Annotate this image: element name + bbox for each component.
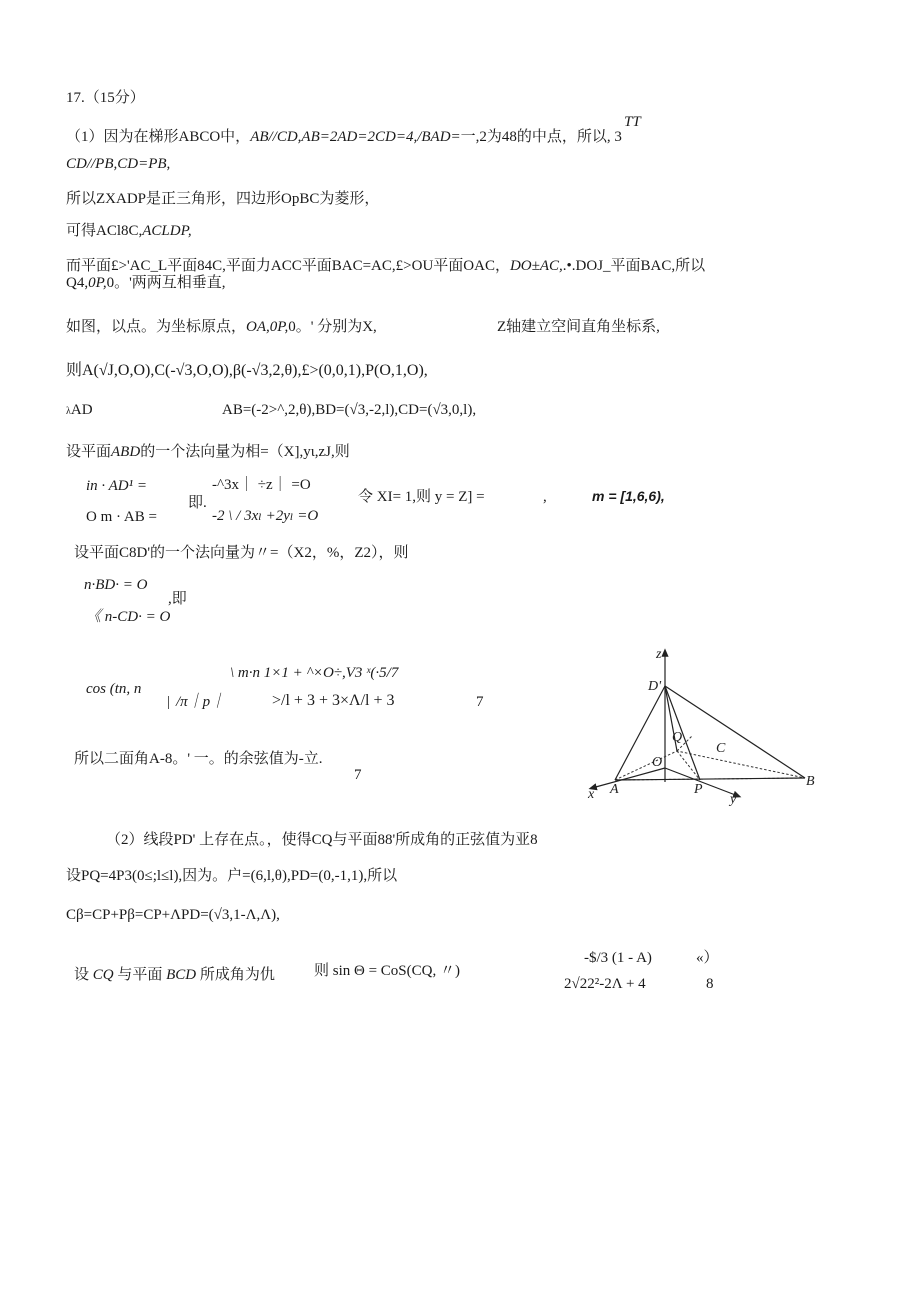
x-axis [592,768,665,788]
edge-ab [615,778,805,780]
label-a: A [610,782,619,797]
cos-numerator: \ m·n 1×1 + ^×O÷,V3 ˣ(·5/7 [230,665,399,681]
part1-line7-c: 0。' 分别为X, [288,319,377,335]
part2-line4-then: 则 sin Θ = CoS(CQ, 〃) [314,963,460,979]
edge-db [665,686,805,778]
part1-line1 [66,128,622,146]
part1-line4-b: ACLDP, [142,223,192,239]
part1-line10-c: 的一个法向量为相=（X],yι,zJ,则 [140,444,350,460]
frac-mark: «） [696,950,719,966]
part1-line8: 则A(√J,O,O),C(-√3,O,O),β(-√3,2,θ),£>(0,0,1),P(O,1,O), [66,362,428,379]
label-z: z [656,647,662,662]
part1-line2: CD//PB,CD=PB, [66,156,171,172]
edge-dp [665,686,700,780]
eq1-mid: 即. [188,495,207,511]
part1-line12: 所以二面角A-8。' 一。的余弦值为-立. [74,751,323,767]
part1-line4 [66,222,192,240]
edge-cp [677,751,700,780]
part2-line3: Cβ=CP+Pβ=CP+ΛPD=(√3,1-Λ,Λ), [66,907,280,923]
part1-line6-c: 0。'两两互相垂直, [106,275,226,291]
part1-line7-a: 如图，以点。为坐标原点， [66,319,247,335]
label-x: x [588,787,595,802]
tt-mark: TT [624,114,641,130]
frac-eight: 8 [706,976,714,992]
part1-line1-c: 一,2为48的中点，所以, 3 [460,129,622,145]
part2-line4-b: CQ [92,967,114,983]
part1-line9-b: AB=(-2>^,2,θ),BD=(√3,-2,l),CD=(√3,0,l), [222,402,477,418]
part1-line7 [66,318,377,336]
part1-line6-b: 0P, [88,275,107,291]
part2-line4-d: BCD [166,967,197,983]
part1-line10-b: ABD [111,444,141,460]
label-b: B [806,774,815,789]
part1-line6-a: Q4, [66,275,89,291]
cos-denominator-c: >/l + 3 + 3×Λ/l + 3 [272,692,395,709]
eq1-m: m = [1,6,6), [592,488,665,504]
part1-line6 [66,274,226,292]
part2-line4 [74,966,275,984]
label-o: O [652,755,663,770]
part2-line4-a: 设 [74,967,90,983]
part2-line4-c: 与平面 [117,967,163,983]
part1-line5 [66,257,705,275]
eq1-left-a: in · AD¹ = [86,478,148,494]
part1-line5-c: .•.DOJ_平面BAC,所以 [562,258,706,274]
part1-line5-a: 而平面£>'AC_L平面84C,平面力ACC平面BAC=AC,£>OU平面OAC， [66,258,510,274]
eq1-right-b: -2 \ / 3xₗ +2yₗ =O [212,508,319,524]
label-q: Q [672,730,683,745]
base-triangle [615,751,805,780]
tetrahedron-figure [580,640,830,810]
part1-line5-b: DO±AC, [509,258,563,274]
frac-denominator: 2√22²-2Λ + 4 [564,976,646,992]
part1-line12-seven: 7 [354,767,362,783]
eq2-b: 《 n-CD· = O [86,609,171,625]
part1-line9-a: AD [70,402,93,418]
part1-line10-a: 设平面 [66,444,112,460]
part1-line7-b: OA,0P, [246,319,289,335]
part1-line1-b: AB//CD,AB=2AD=2CD=4,/BAD= [250,129,461,145]
part2-line2: 设PQ=4P3(0≤;l≤l),因为。户=(6,l,θ),PD=(0,-1,1),所以 [66,868,398,884]
part2-line4-e: 所成角为仇 [199,967,275,983]
cos-denominator-a: | [167,694,171,710]
eq1-left-b: O m · AB = [86,509,157,525]
cos-label: cos (tn, n [86,681,142,697]
part2-line1: （2）线段PD' 上存在点。，使得CQ与平面88'所成角的正弦值为亚8 [106,832,538,848]
eq1-right-a: -^3x｜ ÷z｜ =O [212,477,311,493]
part1-line9 [66,401,93,419]
label-y: y [730,792,737,807]
problem-number: 17.（15分） [66,90,145,106]
eq2-ji: ,即 [168,591,187,607]
part1-line4-a: 可得ACl8C, [66,223,143,239]
eq2-a: n·BD· = O [84,577,148,593]
part1-line10 [66,443,350,461]
label-p: P [694,782,703,797]
cos-denominator-b: /π｜p｜ [176,694,226,710]
eq1-comma: , [543,489,547,505]
part1-line3: 所以ZXADP是正三角形，四边形OpBC为菱形， [66,191,380,207]
part1-line11: 设平面C8D'的一个法向量为〃=（X2，%，Z2），则 [74,545,409,561]
part1-line9-sub: λ [66,406,71,417]
frac-numerator: -$/3 (1 - A) [584,950,652,966]
label-d: D' [648,679,662,694]
cos-seven: 7 [476,694,484,710]
eq1-let: 令 XI= 1,则 y = Z] = [358,489,485,505]
part1-line7-d: Z轴建立空间直角坐标系, [497,319,660,335]
label-c: C [716,741,726,756]
part1-line1-a: （1）因为在梯形ABCO中， [66,129,251,145]
